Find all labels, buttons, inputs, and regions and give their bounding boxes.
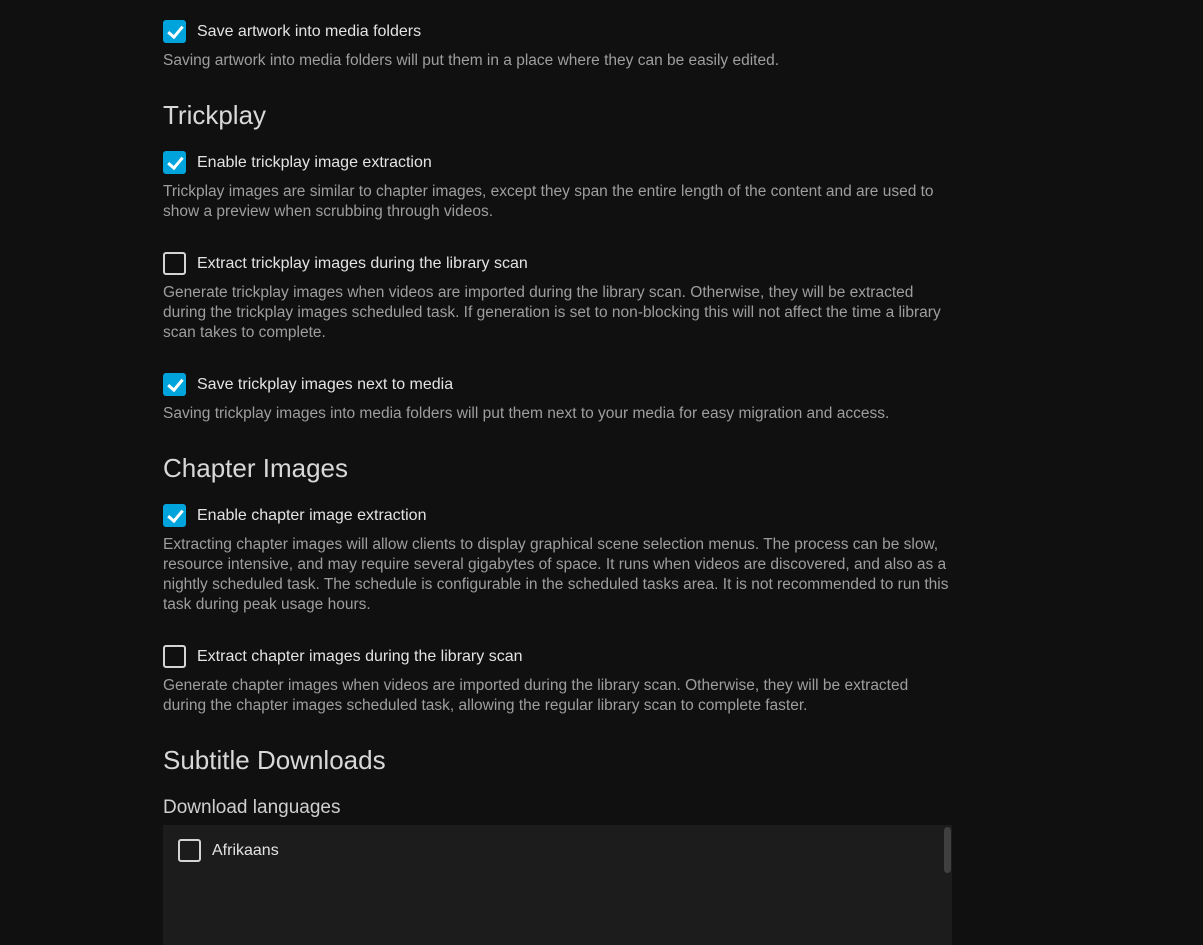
save-artwork-checkbox[interactable] xyxy=(163,20,186,43)
save-artwork-label: Save artwork into media folders xyxy=(197,23,422,40)
save-trickplay-media-row[interactable] xyxy=(163,373,952,396)
enable-trickplay-label: Enable trickplay image extraction xyxy=(197,153,432,171)
save-trickplay-media-label: Save trickplay images next to media xyxy=(197,375,454,393)
extract-chapter-scan-row[interactable] xyxy=(163,645,952,668)
enable-chapter-images-label: Enable chapter image extraction xyxy=(197,506,427,524)
language-afrikaans-label: Afrikaans xyxy=(212,841,279,859)
extract-trickplay-scan-description: Generate trickplay images when videos are imported during the library scan. Otherwise, they will be extracted during the trickplay images scheduled task. If generation is set to non-blocking this will not affect the time a library scan takes to complete. xyxy=(163,283,941,341)
language-option-afrikaans[interactable] xyxy=(178,839,932,862)
extract-trickplay-scan-row[interactable] xyxy=(163,252,952,275)
enable-trickplay-checkbox[interactable] xyxy=(163,151,186,174)
extract-trickplay-scan-checkbox[interactable] xyxy=(163,252,186,275)
download-languages-label: Download languages xyxy=(163,796,341,818)
chapter-images-heading: Chapter Images xyxy=(163,452,348,483)
field-extract-trickplay-scan xyxy=(163,252,952,343)
field-save-artwork xyxy=(163,20,952,71)
extract-trickplay-scan-label: Extract trickplay images during the library scan xyxy=(197,254,528,272)
extract-chapter-scan-label: Extract chapter images during the library scan xyxy=(197,647,523,665)
enable-chapter-images-description: Extracting chapter images will allow clients to display graphical scene selection menus. The process can be slow, resource intensive, and may require several gigabytes of space. It runs when videos are discovered, and also as a nightly scheduled task. The schedule is configurable in the scheduled tasks area. It is not recommended to run this task during peak usage hours. xyxy=(163,535,949,613)
download-languages-list[interactable] xyxy=(163,825,952,945)
enable-chapter-images-row[interactable] xyxy=(163,504,952,527)
library-settings-content xyxy=(163,0,952,945)
save-artwork-description: Saving artwork into media folders will put them in a place where they can be easily edited. xyxy=(163,52,780,69)
extract-chapter-scan-checkbox[interactable] xyxy=(163,645,186,668)
field-extract-chapter-scan xyxy=(163,645,952,716)
extract-chapter-scan-description: Generate chapter images when videos are imported during the library scan. Otherwise, they will be extracted during the chapter images scheduled task, allowing the regular library scan to complete faster. xyxy=(163,676,909,714)
listbox-scrollbar-thumb[interactable] xyxy=(944,827,951,873)
save-trickplay-media-checkbox[interactable] xyxy=(163,373,186,396)
language-afrikaans-checkbox[interactable] xyxy=(178,839,201,862)
subtitle-downloads-heading: Subtitle Downloads xyxy=(163,744,386,775)
field-enable-chapter-images xyxy=(163,504,952,615)
enable-trickplay-description: Trickplay images are similar to chapter images, except they span the entire length of the content and are used to show a preview when scrubbing through videos. xyxy=(163,182,934,220)
field-enable-trickplay xyxy=(163,151,952,222)
enable-chapter-images-checkbox[interactable] xyxy=(163,504,186,527)
save-artwork-row[interactable] xyxy=(163,20,952,43)
trickplay-heading: Trickplay xyxy=(163,100,267,130)
field-save-trickplay-media xyxy=(163,373,952,424)
save-trickplay-media-description: Saving trickplay images into media folders will put them next to your media for easy migration and access. xyxy=(163,404,890,422)
enable-trickplay-row[interactable] xyxy=(163,151,952,174)
